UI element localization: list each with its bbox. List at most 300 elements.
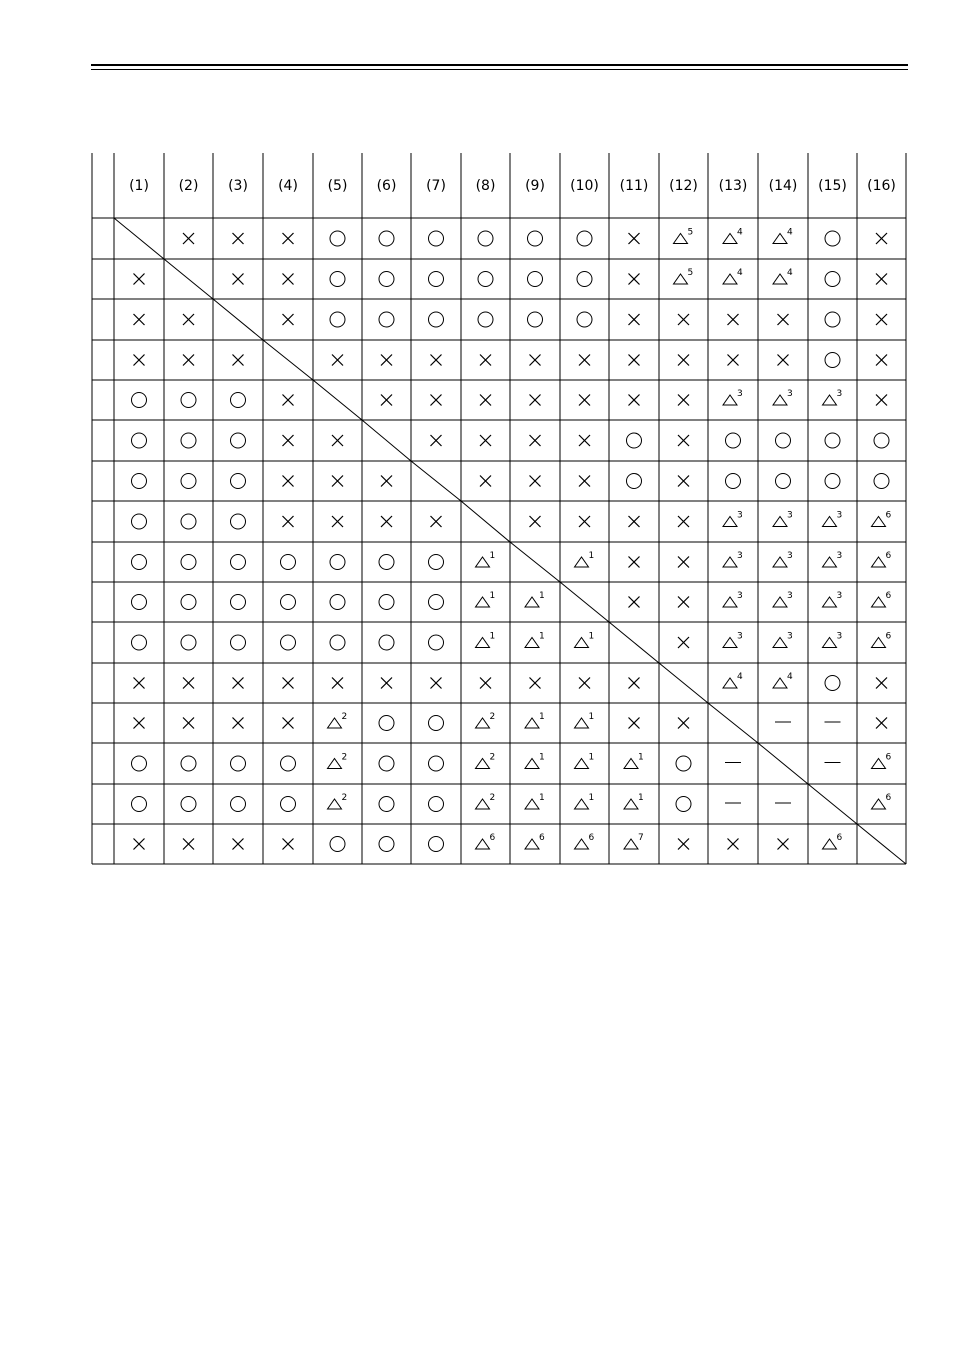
- triangle-superscript: 3: [737, 631, 743, 642]
- circle-mark: [231, 474, 246, 489]
- cross-mark: [530, 435, 541, 446]
- cross-mark: [728, 839, 739, 850]
- cross-mark: [678, 637, 689, 648]
- triangle-mark: [872, 632, 892, 648]
- circle-mark: [330, 231, 345, 246]
- cross-mark: [629, 274, 640, 285]
- circle-mark: [676, 797, 691, 812]
- triangle-mark: [476, 753, 496, 769]
- diagonal-slash: [758, 743, 808, 784]
- table-row: [132, 784, 892, 824]
- triangle-superscript: 6: [885, 510, 892, 521]
- triangle-superscript: 3: [836, 591, 843, 601]
- cross-mark: [134, 274, 145, 285]
- triangle-mark: [476, 632, 496, 648]
- cross-mark: [183, 233, 194, 244]
- circle-mark: [825, 272, 840, 287]
- cross-mark: [876, 274, 887, 285]
- triangle-mark: [674, 228, 694, 244]
- circle-mark: [330, 272, 345, 287]
- cross-mark: [876, 678, 887, 689]
- table-row: [132, 501, 892, 542]
- triangle-superscript: 6: [885, 591, 892, 601]
- cross-mark: [480, 355, 491, 366]
- column-header: (2): [178, 178, 199, 194]
- circle-mark: [330, 555, 345, 570]
- triangle-mark: [525, 712, 545, 728]
- diagonal-slash: [808, 784, 857, 824]
- cross-mark: [332, 355, 343, 366]
- triangle-superscript: 1: [539, 793, 545, 803]
- circle-mark: [379, 716, 394, 731]
- triangle-mark: [872, 591, 892, 607]
- cross-mark: [876, 395, 887, 406]
- circle-mark: [874, 474, 889, 489]
- triangle-mark: [476, 833, 496, 849]
- cross-mark: [678, 355, 689, 366]
- triangle-superscript: 3: [787, 389, 793, 399]
- triangle-superscript: 1: [539, 591, 545, 601]
- circle-mark: [825, 676, 840, 691]
- triangle-mark: [723, 228, 743, 244]
- cross-mark: [283, 274, 294, 285]
- circle-mark: [577, 231, 592, 246]
- cross-mark: [530, 395, 541, 406]
- cross-mark: [283, 678, 294, 689]
- circle-mark: [231, 433, 246, 448]
- triangle-mark: [723, 632, 743, 648]
- circle-mark: [874, 433, 889, 448]
- triangle-mark: [476, 793, 496, 809]
- cross-mark: [678, 839, 689, 850]
- circle-mark: [379, 272, 394, 287]
- cross-mark: [530, 476, 541, 487]
- cross-mark: [629, 314, 640, 325]
- table-row: [132, 582, 892, 622]
- triangle-superscript: 3: [836, 631, 843, 642]
- circle-mark: [776, 433, 791, 448]
- circle-mark: [528, 272, 543, 287]
- triangle-mark: [823, 591, 843, 607]
- triangle-mark: [773, 228, 793, 244]
- cross-mark: [431, 355, 442, 366]
- circle-mark: [330, 595, 345, 610]
- triangle-superscript: 3: [787, 510, 793, 521]
- cross-mark: [480, 476, 491, 487]
- triangle-superscript: 2: [489, 793, 496, 803]
- cross-mark: [283, 718, 294, 729]
- cross-mark: [579, 516, 590, 527]
- cross-mark: [678, 557, 689, 568]
- circle-mark: [231, 595, 246, 610]
- cross-mark: [134, 839, 145, 850]
- circle-mark: [776, 474, 791, 489]
- diagonal-slash: [213, 299, 263, 340]
- circle-mark: [181, 756, 196, 771]
- cross-mark: [381, 678, 392, 689]
- circle-mark: [429, 635, 444, 650]
- circle-mark: [231, 635, 246, 650]
- circle-mark: [726, 433, 741, 448]
- circle-mark: [429, 272, 444, 287]
- triangle-superscript: 1: [638, 793, 644, 803]
- triangle-mark: [773, 672, 793, 688]
- cross-mark: [480, 395, 491, 406]
- cross-mark: [678, 435, 689, 446]
- cross-mark: [431, 435, 442, 446]
- cross-mark: [778, 355, 789, 366]
- circle-mark: [281, 756, 296, 771]
- triangle-mark: [872, 793, 892, 809]
- triangle-superscript: 1: [539, 631, 545, 642]
- circle-mark: [231, 393, 246, 408]
- circle-mark: [231, 514, 246, 529]
- cross-mark: [431, 516, 442, 527]
- triangle-superscript: 4: [737, 227, 743, 238]
- triangle-mark: [525, 833, 545, 849]
- triangle-superscript: 4: [787, 227, 793, 238]
- circle-mark: [478, 231, 493, 246]
- triangle-superscript: 3: [787, 551, 793, 561]
- triangle-mark: [575, 833, 595, 849]
- circle-mark: [379, 635, 394, 650]
- cross-mark: [431, 395, 442, 406]
- circle-mark: [132, 797, 147, 812]
- cross-mark: [381, 395, 392, 406]
- column-header: (16): [867, 178, 896, 194]
- triangle-mark: [823, 389, 843, 405]
- triangle-superscript: 5: [687, 227, 694, 238]
- triangle-superscript: 6: [885, 551, 892, 561]
- column-header: (10): [570, 178, 599, 194]
- triangle-mark: [674, 268, 694, 284]
- diagonal-slash: [362, 420, 411, 461]
- triangle-mark: [723, 672, 743, 688]
- cross-mark: [183, 678, 194, 689]
- circle-mark: [825, 433, 840, 448]
- column-header: (5): [327, 178, 348, 194]
- triangle-mark: [575, 712, 595, 728]
- column-header: (3): [228, 178, 248, 194]
- triangle-superscript: 6: [836, 833, 843, 843]
- circle-mark: [132, 635, 147, 650]
- cross-mark: [332, 516, 343, 527]
- cross-mark: [134, 678, 145, 689]
- triangle-mark: [525, 793, 545, 809]
- circle-mark: [379, 797, 394, 812]
- circle-mark: [825, 474, 840, 489]
- triangle-mark: [476, 551, 496, 567]
- column-header: (15): [818, 178, 847, 194]
- circle-mark: [429, 555, 444, 570]
- triangle-superscript: 6: [885, 631, 892, 642]
- triangle-superscript: 1: [539, 752, 545, 763]
- circle-mark: [330, 312, 345, 327]
- cross-mark: [778, 839, 789, 850]
- triangle-superscript: 3: [737, 551, 743, 561]
- triangle-superscript: 1: [489, 591, 496, 601]
- circle-mark: [379, 555, 394, 570]
- circle-mark: [429, 756, 444, 771]
- circle-mark: [281, 555, 296, 570]
- cross-mark: [530, 355, 541, 366]
- column-header: (1): [129, 178, 149, 194]
- triangle-superscript: 3: [737, 591, 743, 601]
- cross-mark: [678, 718, 689, 729]
- triangle-superscript: 3: [836, 389, 843, 399]
- circle-mark: [429, 312, 444, 327]
- diagonal-slash: [708, 703, 758, 743]
- circle-mark: [429, 837, 444, 852]
- cross-mark: [381, 476, 392, 487]
- triangle-mark: [328, 753, 348, 769]
- circle-mark: [281, 595, 296, 610]
- column-header: (9): [525, 178, 545, 194]
- circle-mark: [627, 474, 642, 489]
- cross-mark: [678, 516, 689, 527]
- cross-mark: [183, 355, 194, 366]
- triangle-mark: [624, 753, 644, 769]
- circle-mark: [379, 595, 394, 610]
- triangle-mark: [723, 591, 743, 607]
- cross-mark: [381, 516, 392, 527]
- cross-mark: [530, 678, 541, 689]
- circle-mark: [429, 231, 444, 246]
- circle-mark: [429, 716, 444, 731]
- cross-mark: [233, 718, 244, 729]
- diagonal-slash: [164, 259, 213, 299]
- circle-mark: [825, 312, 840, 327]
- circle-mark: [478, 272, 493, 287]
- triangle-superscript: 2: [341, 712, 348, 722]
- cross-mark: [283, 516, 294, 527]
- cross-mark: [579, 435, 590, 446]
- circle-mark: [577, 312, 592, 327]
- cross-mark: [283, 476, 294, 487]
- triangle-superscript: 1: [588, 712, 595, 722]
- cross-mark: [183, 839, 194, 850]
- circle-mark: [132, 393, 147, 408]
- cross-mark: [233, 678, 244, 689]
- column-header: (7): [426, 178, 446, 194]
- circle-mark: [181, 393, 196, 408]
- table-row: [132, 743, 892, 784]
- triangle-superscript: 6: [489, 833, 496, 843]
- cross-mark: [332, 476, 343, 487]
- cross-mark: [480, 435, 491, 446]
- triangle-superscript: 1: [489, 551, 496, 561]
- triangle-mark: [823, 511, 843, 527]
- diagonal-slash: [461, 501, 510, 542]
- table-row: [114, 218, 887, 259]
- triangle-mark: [624, 793, 644, 809]
- triangle-superscript: 1: [539, 712, 545, 722]
- triangle-mark: [575, 793, 595, 809]
- circle-mark: [429, 595, 444, 610]
- column-header: (6): [376, 178, 397, 194]
- cross-mark: [283, 233, 294, 244]
- triangle-mark: [525, 753, 545, 769]
- triangle-mark: [773, 551, 793, 567]
- diagonal-slash: [857, 824, 906, 864]
- circle-mark: [132, 555, 147, 570]
- triangle-superscript: 3: [787, 591, 793, 601]
- triangle-superscript: 6: [588, 833, 595, 843]
- diagonal-slash: [263, 340, 313, 380]
- triangle-superscript: 2: [489, 752, 496, 763]
- circle-mark: [181, 635, 196, 650]
- cross-mark: [629, 395, 640, 406]
- circle-mark: [478, 312, 493, 327]
- triangle-mark: [872, 551, 892, 567]
- cross-mark: [480, 678, 491, 689]
- triangle-mark: [773, 591, 793, 607]
- circle-mark: [231, 797, 246, 812]
- cross-mark: [183, 314, 194, 325]
- triangle-superscript: 7: [638, 833, 644, 843]
- triangle-mark: [575, 753, 595, 769]
- circle-mark: [132, 756, 147, 771]
- cross-mark: [381, 355, 392, 366]
- cross-mark: [431, 678, 442, 689]
- cross-mark: [629, 233, 640, 244]
- diagonal-slash: [560, 582, 609, 622]
- triangle-mark: [723, 551, 743, 567]
- cross-mark: [183, 718, 194, 729]
- circle-mark: [379, 312, 394, 327]
- circle-mark: [281, 797, 296, 812]
- cross-mark: [728, 314, 739, 325]
- cross-mark: [678, 395, 689, 406]
- triangle-superscript: 1: [588, 551, 595, 561]
- circle-mark: [330, 837, 345, 852]
- circle-mark: [528, 312, 543, 327]
- cross-mark: [332, 678, 343, 689]
- circle-mark: [726, 474, 741, 489]
- cross-mark: [134, 355, 145, 366]
- cross-mark: [629, 597, 640, 608]
- column-header: (12): [669, 178, 698, 194]
- triangle-mark: [723, 389, 743, 405]
- circle-mark: [132, 433, 147, 448]
- triangle-mark: [723, 511, 743, 527]
- triangle-mark: [773, 268, 793, 284]
- triangle-superscript: 1: [588, 752, 595, 763]
- circle-mark: [330, 635, 345, 650]
- triangle-superscript: 5: [687, 268, 694, 278]
- triangle-superscript: 1: [489, 631, 496, 642]
- triangle-superscript: 1: [588, 631, 595, 642]
- triangle-superscript: 3: [836, 510, 843, 521]
- triangle-mark: [823, 833, 843, 849]
- circle-mark: [132, 595, 147, 610]
- circle-mark: [676, 756, 691, 771]
- cross-mark: [579, 678, 590, 689]
- triangle-mark: [525, 632, 545, 648]
- circle-mark: [181, 555, 196, 570]
- triangle-mark: [328, 793, 348, 809]
- cross-mark: [233, 839, 244, 850]
- circle-mark: [429, 797, 444, 812]
- cross-mark: [876, 718, 887, 729]
- diagonal-slash: [313, 380, 362, 420]
- circle-mark: [181, 474, 196, 489]
- table-row: [134, 824, 907, 864]
- circle-mark: [231, 555, 246, 570]
- diagonal-slash: [659, 663, 708, 703]
- table-grid: [92, 153, 906, 864]
- circle-mark: [825, 231, 840, 246]
- circle-mark: [181, 797, 196, 812]
- triangle-mark: [872, 753, 892, 769]
- triangle-superscript: 1: [638, 752, 644, 763]
- triangle-mark: [328, 712, 348, 728]
- triangle-superscript: 4: [787, 268, 793, 278]
- triangle-superscript: 3: [737, 389, 743, 399]
- cross-mark: [876, 233, 887, 244]
- circle-mark: [281, 635, 296, 650]
- cross-mark: [629, 355, 640, 366]
- triangle-mark: [575, 551, 595, 567]
- table-row: [132, 542, 892, 582]
- cross-mark: [579, 355, 590, 366]
- cross-mark: [728, 355, 739, 366]
- cross-mark: [678, 597, 689, 608]
- triangle-mark: [575, 632, 595, 648]
- cross-mark: [134, 314, 145, 325]
- diagonal-slash: [510, 542, 560, 582]
- circle-mark: [181, 595, 196, 610]
- circle-mark: [379, 231, 394, 246]
- cross-mark: [629, 678, 640, 689]
- cross-mark: [876, 355, 887, 366]
- triangle-superscript: 2: [341, 752, 348, 763]
- triangle-superscript: 6: [885, 793, 892, 803]
- triangle-mark: [872, 511, 892, 527]
- cross-mark: [629, 718, 640, 729]
- table-row: [132, 622, 892, 663]
- triangle-mark: [773, 632, 793, 648]
- triangle-mark: [476, 712, 496, 728]
- cross-mark: [233, 274, 244, 285]
- circle-mark: [379, 837, 394, 852]
- triangle-superscript: 6: [885, 752, 892, 763]
- cross-mark: [678, 476, 689, 487]
- triangle-superscript: 3: [787, 631, 793, 642]
- circle-mark: [379, 756, 394, 771]
- diagonal-slash: [114, 218, 164, 259]
- circle-mark: [627, 433, 642, 448]
- triangle-superscript: 4: [737, 672, 743, 682]
- triangle-superscript: 2: [489, 712, 496, 722]
- circle-mark: [132, 474, 147, 489]
- cross-mark: [629, 557, 640, 568]
- circle-mark: [181, 433, 196, 448]
- cross-mark: [778, 314, 789, 325]
- column-header: (8): [475, 178, 496, 194]
- circle-mark: [577, 272, 592, 287]
- cross-mark: [530, 516, 541, 527]
- cross-mark: [283, 314, 294, 325]
- circle-mark: [181, 514, 196, 529]
- circle-mark: [528, 231, 543, 246]
- triangle-mark: [525, 591, 545, 607]
- triangle-superscript: 2: [341, 793, 348, 803]
- column-header: (14): [768, 178, 798, 194]
- triangle-superscript: 1: [588, 793, 595, 803]
- cross-mark: [678, 314, 689, 325]
- cross-mark: [332, 435, 343, 446]
